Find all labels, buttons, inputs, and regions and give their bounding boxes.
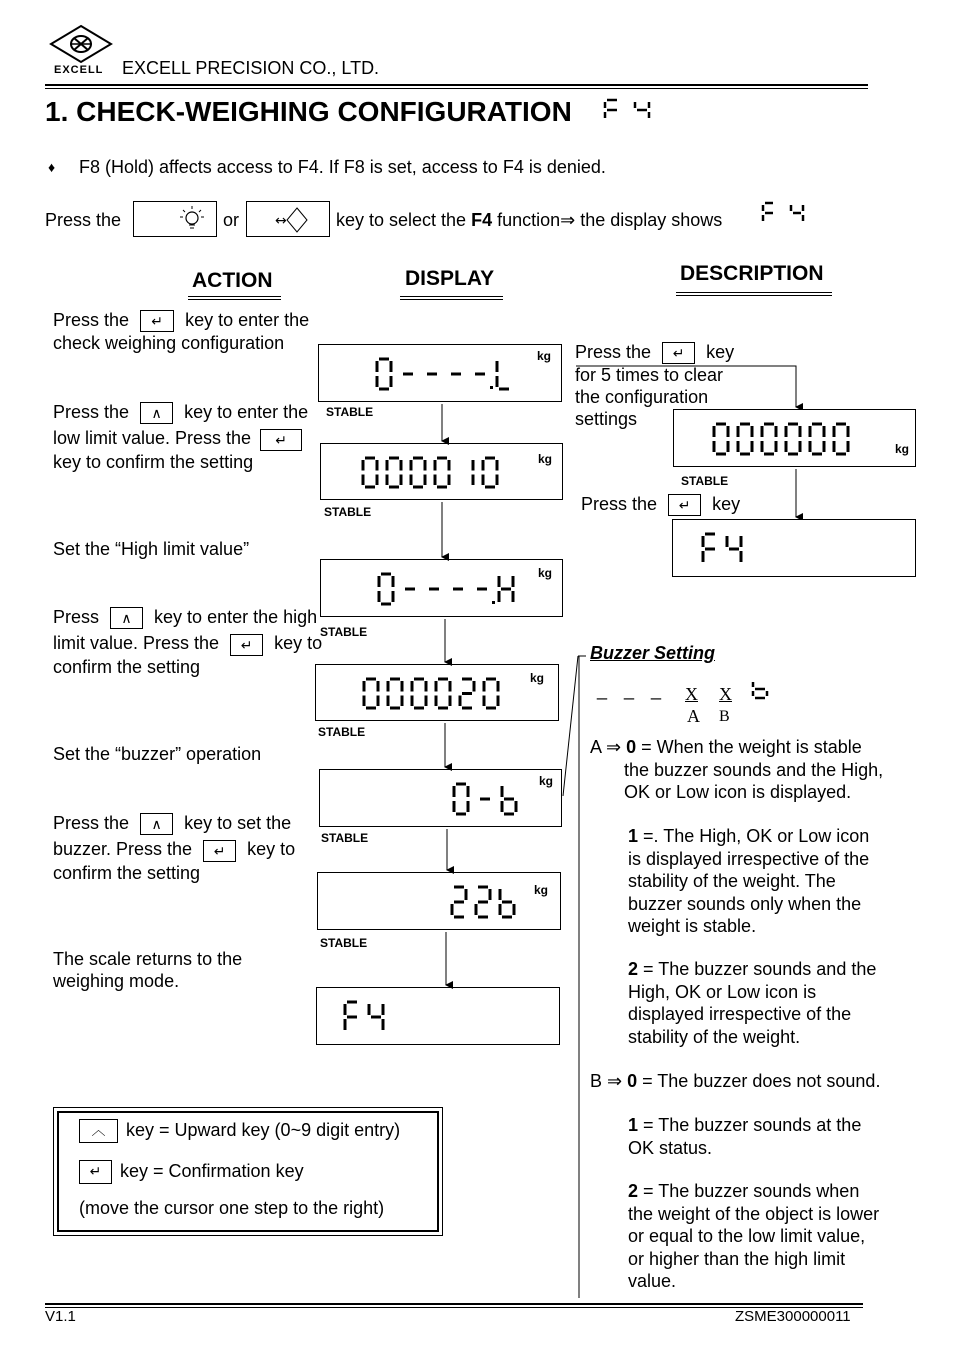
action-5: Set the “buzzer” operation: [53, 744, 262, 764]
footer-code: ZSME300000011: [735, 1308, 851, 1325]
buzzer-a0: A ⇒ 0 = When the weight is stable the buzzer sounds and the High, OK or Low icon is displayed.: [590, 737, 884, 802]
buzzer-format: _ _ _ X A X B: [597, 680, 732, 726]
stable-4: STABLE: [318, 725, 366, 739]
up-key-icon: ∧: [110, 607, 143, 629]
up-key-icon: ︿: [79, 1119, 118, 1143]
press-middle: key to select the F4 function⇒ the display shows: [336, 210, 723, 230]
buzzer-segment-b: [750, 678, 776, 704]
legend-enter: ↵ key = Confirmation key: [79, 1160, 304, 1184]
buzzer-b0: B ⇒ 0 = The buzzer does not sound.: [590, 1071, 881, 1091]
action-1: Press the ↵ key to enter the check weighing configuration: [53, 310, 310, 354]
enter-key-icon: ↵: [79, 1160, 112, 1184]
action-3: Set the “High limit value”: [53, 539, 250, 559]
footer-version: V1.1: [45, 1308, 76, 1325]
lcd-display-2: kg: [320, 443, 563, 500]
action-6: Press the ∧ key to set the buzzer. Press the ↵ key to confirm the setting: [53, 813, 296, 883]
logo-text: EXCELL: [54, 64, 104, 76]
segment-digit: [703, 534, 715, 562]
buzzer-b1: 1 = The buzzer sounds at the OK status.: [628, 1115, 862, 1158]
lcd-display-3: kg: [320, 559, 563, 617]
up-key-icon: ∧: [140, 813, 173, 835]
enter-key-icon: ↵: [662, 342, 695, 364]
note-text: F8 (Hold) affects access to F4. If F8 is set, access to F4 is denied.: [79, 157, 606, 177]
lcd-display-1: kg: [318, 344, 562, 402]
up-key-icon: ∧: [140, 402, 173, 424]
lcd-display-4: kg: [315, 664, 559, 721]
lcd-display-r2: [672, 519, 916, 577]
col-action: ACTION: [192, 269, 273, 292]
stable-6: STABLE: [320, 936, 368, 950]
page-title-text: 1. CHECK-WEIGHING CONFIGURATION: [45, 96, 572, 127]
company-name: EXCELL PRECISION CO., LTD.: [122, 58, 380, 78]
stable-r1: STABLE: [681, 474, 729, 488]
stable-2: STABLE: [324, 505, 372, 519]
segment-digit: [810, 424, 824, 454]
segment-digit: [727, 536, 741, 562]
segment-digit: [762, 424, 776, 454]
buzzer-title: Buzzer Setting: [590, 643, 716, 663]
desc-press: Press the ↵ key: [581, 493, 740, 516]
legend-note: (move the cursor one step to the right): [79, 1198, 385, 1218]
segment-digit: [786, 424, 800, 454]
enter-key-icon: ↵: [140, 310, 174, 332]
stable-5: STABLE: [321, 831, 369, 845]
segment-digit: [714, 424, 728, 454]
buzzer-a2: 2 = The buzzer sounds and the High, OK or Low icon is displayed irrespective of the stability of the weight.: [628, 959, 877, 1047]
enter-key-icon: ↵: [230, 634, 263, 656]
enter-key-icon: ↵: [668, 494, 701, 516]
buzzer-a1: 1 =. The High, OK or Low icon is displayed irrespective of the stability of the weight. The buzzer sounds only when the weight is stable.: [628, 826, 870, 936]
action-2: Press the ∧ key to enter the low limit value. Press the ↵ key to confirm the setting: [53, 402, 309, 472]
buzzer-b2: 2 = The buzzer sounds when the weight of the object is lower or equal to the low limit value, or higher than the high limit value.: [628, 1181, 880, 1291]
enter-key-icon: ↵: [260, 429, 302, 451]
desc-clear: Press the ↵ key for 5 times to clear the configuration settings: [575, 342, 735, 430]
col-description: DESCRIPTION: [680, 262, 824, 285]
svg-text:↔: ↔: [275, 213, 287, 229]
segment-digit: [753, 682, 767, 698]
lcd-display-6: kg: [317, 872, 561, 930]
legend-box: [53, 1107, 443, 1236]
action-4: Press ∧ key to enter the high limit value. Press the ↵ key to confirm the setting: [53, 607, 323, 677]
enter-key-icon: ↵: [203, 840, 236, 862]
lcd-display-5: kg: [319, 769, 562, 827]
press-prefix: Press the: [45, 210, 122, 230]
segment-digit: [738, 424, 752, 454]
note-bullet: ♦: [48, 159, 56, 175]
press-or: or: [223, 210, 240, 230]
segment-digit: [834, 424, 848, 454]
stable-1: STABLE: [326, 405, 374, 419]
legend-up: ︿ key = Upward key (0~9 digit entry): [79, 1119, 400, 1143]
col-display: DISPLAY: [405, 267, 495, 290]
stable-3: STABLE: [320, 625, 368, 639]
action-7: The scale returns to the weighing mode.: [53, 949, 243, 991]
lcd-display-r1: kg: [673, 409, 916, 467]
